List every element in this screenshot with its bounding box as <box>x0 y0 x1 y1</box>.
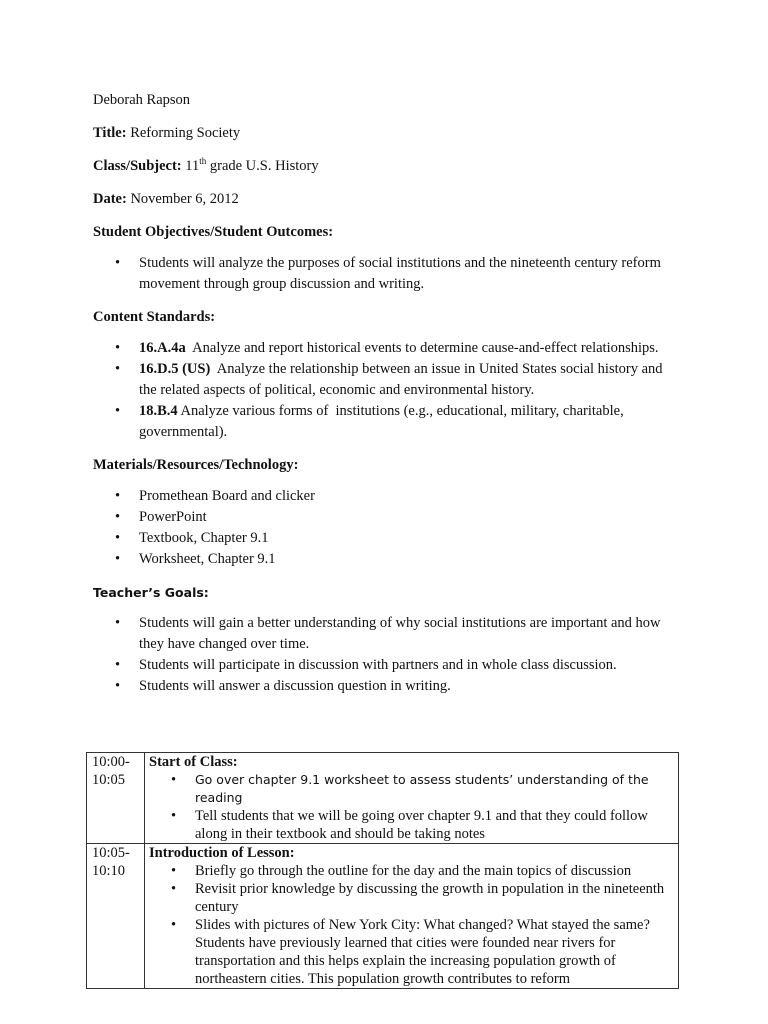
class-subject-line <box>93 156 683 177</box>
class-subject-value: grade U.S. History <box>206 158 319 174</box>
list-item: • Worksheet, Chapter 9.1 <box>93 549 683 570</box>
list-item: • Students will analyze the purposes of social institutions and the nineteenth century reform movement through group discussion and writing. <box>115 255 661 292</box>
list-item: • Students will participate in discussion with partners and in whole class discussion. <box>93 655 683 676</box>
bullet-icon: • <box>115 615 121 631</box>
class-subject-label: Class/Subject: <box>93 158 182 174</box>
title-value: Reforming Society <box>130 125 241 141</box>
date-label: Date: <box>93 191 127 207</box>
activity-list <box>149 771 674 843</box>
list-item <box>93 338 683 359</box>
bullet-icon: • <box>115 657 121 673</box>
bullet-icon: • <box>115 255 121 271</box>
bullet-icon: • <box>171 863 177 879</box>
bullet-icon: • <box>171 917 177 933</box>
list-item: • Promethean Board and clicker <box>93 486 683 507</box>
materials-heading: Materials/Resources/Technology: <box>93 457 299 473</box>
bullet-icon: • <box>115 488 121 504</box>
goals-heading: Teacher’s Goals: <box>93 585 209 600</box>
bullet-icon: • <box>115 551 121 567</box>
standard-code: 16.D.5 (US) <box>139 361 211 377</box>
materials-list <box>93 486 683 570</box>
bullet-icon: • <box>115 403 121 419</box>
list-item: • Students will answer a discussion question in writing. <box>93 676 683 697</box>
grade-suffix: th <box>199 156 207 167</box>
activity-heading: Start of Class: <box>149 754 238 770</box>
list-item <box>93 401 683 443</box>
title-line <box>93 123 683 144</box>
goals-list <box>93 613 683 697</box>
list-item <box>93 359 683 401</box>
bullet-icon: • <box>115 340 121 356</box>
date-value: November 6, 2012 <box>130 191 239 207</box>
bullet-icon: • <box>115 530 121 546</box>
schedule-table <box>86 752 679 989</box>
title-label: Title: <box>93 125 127 141</box>
lesson-plan-document <box>93 90 683 697</box>
activity-cell <box>145 753 679 844</box>
bullet-icon: • <box>115 361 121 377</box>
bullet-icon: • <box>171 808 177 824</box>
standard-code: 16.A.4a <box>139 340 186 356</box>
list-item: • Go over chapter 9.1 worksheet to assess students’ understanding of the reading <box>171 772 649 805</box>
date-line <box>93 189 683 210</box>
table-row <box>87 753 679 844</box>
standards-heading: Content Standards: <box>93 309 216 325</box>
standards-list <box>93 338 683 443</box>
time-cell: 10:05- 10:10 <box>87 844 145 989</box>
bullet-icon: • <box>171 881 177 897</box>
list-item: • Students will gain a better understanding of why social institutions are important and how they have changed over time. <box>115 615 661 652</box>
standard-text: Analyze various forms of institutions (e.g., educational, military, charitable, governmental). <box>139 403 628 440</box>
author-name: Deborah Rapson <box>93 92 191 108</box>
standard-code: 18.B.4 <box>139 403 178 419</box>
standard-text: Analyze the relationship between an issue in United States social history and the related aspects of political, economic and environmental history. <box>139 361 667 398</box>
list-item: • Slides with pictures of New York City: What changed? What stayed the same? Students have previously learned that cities were founded near rivers for transportation and this helps explain the increasing population growth of northeastern cities. This population growth contributes to reform <box>171 917 650 987</box>
activity-heading: Introduction of Lesson: <box>149 845 295 861</box>
activity-cell <box>145 844 679 989</box>
table-row <box>87 844 679 989</box>
list-item: • Revisit prior knowledge by discussing the growth in population in the nineteenth century <box>171 881 665 915</box>
objectives-heading: Student Objectives/Student Outcomes: <box>93 224 334 240</box>
bullet-icon: • <box>115 678 121 694</box>
list-item: • Tell students that we will be going over chapter 9.1 and that they could follow along in their textbook and should be taking notes <box>171 808 648 842</box>
grade-number: 11 <box>185 158 200 174</box>
standard-text: Analyze and report historical events to determine cause-and-effect relationships. <box>185 340 659 356</box>
objectives-list <box>93 253 683 295</box>
time-cell: 10:00- 10:05 <box>87 753 145 844</box>
list-item: • Briefly go through the outline for the day and the main topics of discussion <box>171 863 632 879</box>
activity-list <box>149 862 674 988</box>
list-item: • PowerPoint <box>93 507 683 528</box>
list-item: • Textbook, Chapter 9.1 <box>93 528 683 549</box>
bullet-icon: • <box>171 772 177 788</box>
bullet-icon: • <box>115 509 121 525</box>
